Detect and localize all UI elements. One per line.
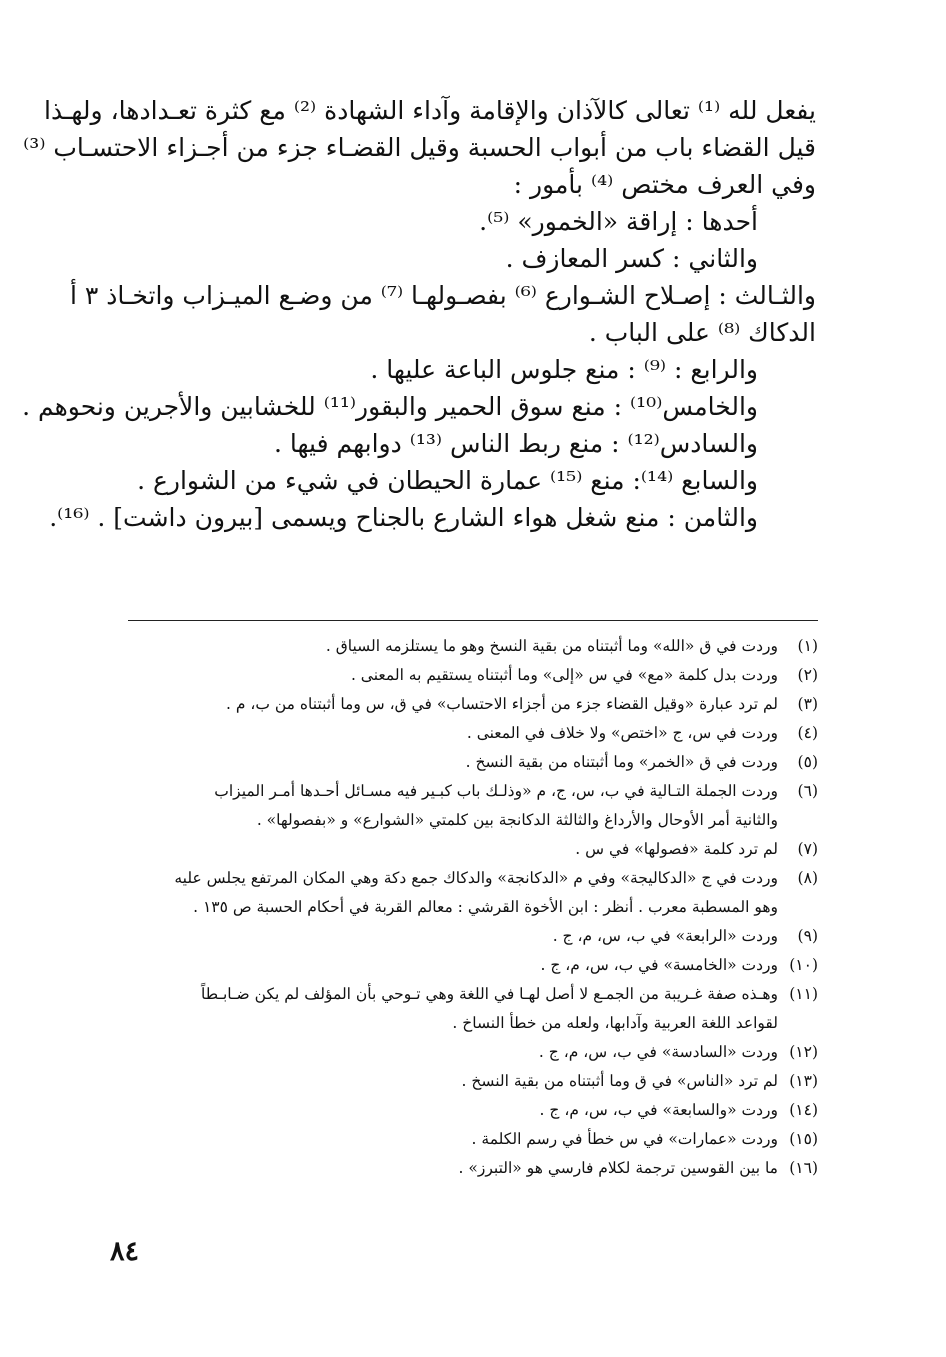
footnote-number: (١٥)	[789, 1130, 818, 1148]
footnote-text	[118, 835, 778, 864]
footnote-line: وردت «الرابعة» في ب، س، م، ج .	[552, 927, 778, 945]
text-line: والثامن : منع شغل هواء الشارع بالجناح ويسمى [بيرون داشت] . ⁽¹⁶⁾.	[49, 503, 758, 532]
footnote-number: (١١)	[789, 985, 818, 1003]
page-number: ٨٤	[110, 1236, 140, 1267]
footnote-number: (٤)	[797, 724, 818, 742]
text-line: والثـالث : إصـلاح الشـوارع ⁽⁶⁾ بفصـولهـا ⁽⁷⁾ من وضـع الميـزاب واتخـاذ ٣ أ	[70, 281, 816, 310]
footnote-text	[118, 922, 778, 951]
footnote	[118, 835, 818, 864]
footnote	[118, 1154, 818, 1183]
footnote	[118, 690, 818, 719]
footnote	[118, 632, 818, 661]
footnote	[118, 922, 818, 951]
text-line: والسابع ⁽¹⁴⁾: منع ⁽¹⁵⁾ عمارة الحيطان في شيء من الشوارع .	[137, 466, 758, 495]
footnote-line: وهو المسطبة معرب . أنظر : ابن الأخوة القرشي : معالم القربة في أحكام الحسبة ص ١٣٥ .	[193, 898, 778, 916]
text-line: وفي العرف مختص ⁽⁴⁾ بأمور :	[513, 170, 816, 199]
footnote-text	[118, 1125, 778, 1154]
footnote	[118, 951, 818, 980]
footnote	[118, 980, 818, 1038]
footnotes	[118, 632, 818, 1183]
footnote-text	[118, 1154, 778, 1183]
footnote-number: (١)	[797, 637, 818, 655]
footnote	[118, 719, 818, 748]
footnote-text	[118, 748, 778, 777]
footnote-number: (٦)	[797, 782, 818, 800]
footnote-line: ما بين القوسين ترجمة لكلام فارسي هو «التبرز» .	[458, 1159, 778, 1177]
footnote-line: وردت «السادسة» في ب، س، م، ج .	[538, 1043, 778, 1061]
text-line: والسادس⁽¹²⁾ : منع ربط الناس ⁽¹³⁾ دوابهم فيها .	[274, 429, 758, 458]
footnote-text	[118, 1067, 778, 1096]
footnote-line: والثانية أمر الأوحال والأرداغ والثالثة الدكانجة بين كلمتي «الشوارع» و «بفصولها» .	[256, 811, 778, 829]
footnote-line: وهـذه صفة غـريبة من الجمـع لا أصل لهـا في اللغة وهي تـوحي بأن المؤلف لم يكن ضـابـطاً	[201, 985, 778, 1003]
footnote-number: (١٠)	[789, 956, 818, 974]
footnote-text	[118, 864, 778, 922]
footnote-text	[118, 951, 778, 980]
footnote-text	[118, 719, 778, 748]
footnote-line: وردت «الخامسة» في ب، س، م، ج .	[540, 956, 778, 974]
footnote-text	[118, 1096, 778, 1125]
footnote	[118, 777, 818, 835]
footnote-line: وردت «عمارات» في س خطأ في رسم الكلمة .	[471, 1130, 778, 1148]
footnote-line: وردت في ج «الدكاليجة» وفي م «الدكانجة» والدكاك جمع دكة وهي المكان المرتفع يجلس عليه	[174, 869, 778, 887]
footnote-line: وردت في ق «الله» وما أثبتناه من بقية النسخ وهو ما يستلزمه السياق .	[325, 637, 778, 655]
footnote-number: (٨)	[797, 869, 818, 887]
footnote	[118, 1125, 818, 1154]
text-line: يفعل لله ⁽¹⁾ تعالى كالآذان والإقامة وآداء الشهادة ⁽²⁾ مع كثرة تعـدادها، ولهـذا	[44, 96, 816, 125]
footnote-text	[118, 777, 778, 835]
footnote-number: (٧)	[797, 840, 818, 858]
footnote-line: لم ترد «الناس» في ق وما أثبتناه من بقية النسخ .	[461, 1072, 778, 1090]
footnote-text	[118, 690, 778, 719]
text-line: والثاني : كسر المعازف .	[505, 244, 758, 273]
footnote-line: لم ترد كلمة «فصولها» في س .	[575, 840, 778, 858]
main-text	[22, 92, 816, 536]
footnote-number: (٣)	[797, 695, 818, 713]
footnote-text	[118, 632, 778, 661]
footnote-number: (٥)	[797, 753, 818, 771]
footnote-divider	[128, 620, 818, 621]
footnote-line: وردت «والسابعة» في ب، س، م، ج .	[539, 1101, 778, 1119]
footnote	[118, 1038, 818, 1067]
footnote-number: (١٦)	[789, 1159, 818, 1177]
footnote	[118, 864, 818, 922]
footnote-number: (٢)	[797, 666, 818, 684]
text-line: الدكاك ⁽⁸⁾ على الباب .	[588, 318, 816, 347]
footnote-number: (١٣)	[789, 1072, 818, 1090]
footnote-line: وردت بدل كلمة «مع» في س «إلى» وما أثبتناه يستقيم به المعنى .	[350, 666, 778, 684]
text-line: والخامس⁽¹⁰⁾ : منع سوق الحمير والبقور⁽¹¹⁾ للخشابين والأجرين ونحوهم .	[22, 392, 758, 421]
footnote-line: لم ترد عبارة «وقيل القضاء جزء من أجزاء الاحتساب» في ق، س وما أثبتناه من ب، م .	[225, 695, 778, 713]
footnote-number: (١٤)	[789, 1101, 818, 1119]
footnote	[118, 661, 818, 690]
footnote-line: وردت في س، ج «اختص» ولا خلاف في المعنى .	[466, 724, 778, 742]
text-line: قيل القضاء باب من أبواب الحسبة وقيل القضـاء جزء من أجـزاء الاحتسـاب ⁽³⁾	[23, 133, 816, 162]
footnote	[118, 1067, 818, 1096]
footnote-text	[118, 980, 778, 1038]
text-line: والرابع : ⁽⁹⁾ : منع جلوس الباعة عليها .	[370, 355, 758, 384]
text-line: أحدها : إراقة «الخمور» ⁽⁵⁾.	[479, 207, 758, 236]
footnote-line: وردت الجملة التـالية في ب، س، ج، م «وذلـك باب كبـير فيه مسـائل أحـدها أمـر الميزاب	[214, 782, 778, 800]
footnote-text	[118, 661, 778, 690]
footnote-line: وردت في ق «الخمر» وما أثبتناه من بقية النسخ .	[465, 753, 778, 771]
footnote-number: (١٢)	[789, 1043, 818, 1061]
footnote	[118, 1096, 818, 1125]
footnote-line: لقواعد اللغة العربية وآدابها، ولعله من خطأ النساخ .	[452, 1014, 778, 1032]
footnote-text	[118, 1038, 778, 1067]
footnote	[118, 748, 818, 777]
footnote-number: (٩)	[797, 927, 818, 945]
